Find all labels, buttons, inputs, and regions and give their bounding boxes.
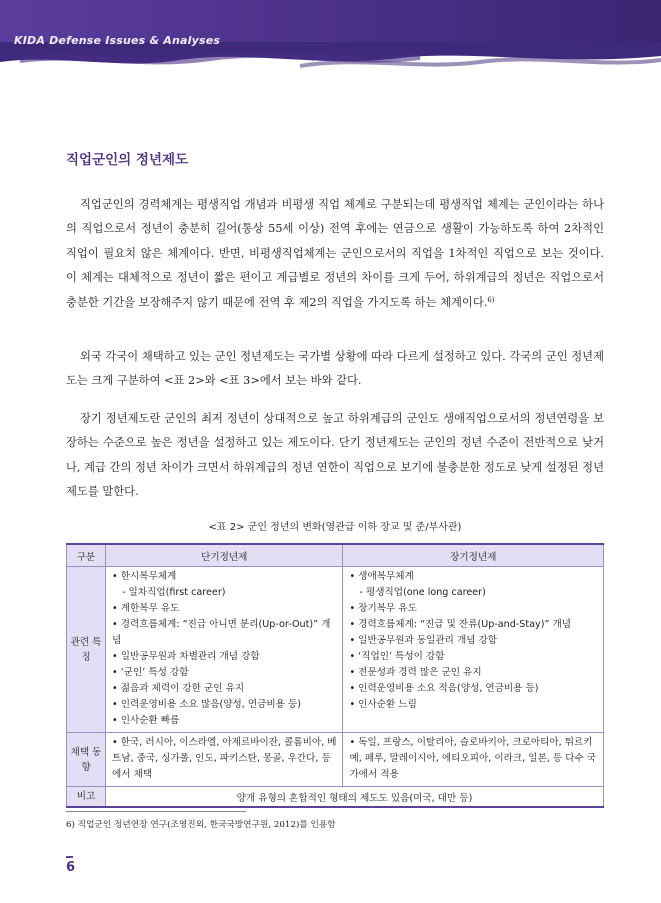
paragraph-text: 장기 정년제도란 군인의 최저 정년이 상대적으로 높고 하위계급의 군인도 생애직업으로서의 정년연령을 보장하는 수준으로 높은 정년을 설정하고 있는 제도이다. 단기 정년제도는 군인의 정년 수준이 전반적으로 낮거나, 계급 간의 정년 차이가 크면서 하위계급의 정년 연한이 직업으로 보기에 불충분한 정도로 낮게 설정된 정년제도를 말한다. bbox=[66, 412, 604, 499]
list-item: • 경력흐름체계: “진급 및 잔류(Up-and-Stay)” 개념 bbox=[349, 619, 572, 630]
header-category: 구분 bbox=[67, 544, 106, 567]
row-label-note: 비고 bbox=[67, 787, 106, 808]
list-item: • 인사순환 빠름 bbox=[112, 715, 180, 726]
brush-stroke-decoration bbox=[0, 40, 661, 84]
table-row bbox=[67, 567, 604, 733]
table-row bbox=[67, 733, 604, 787]
table-caption: <표 2> 군인 정년의 변화(영관급 이하 장교 및 준/부사관) bbox=[208, 522, 462, 533]
list-item: • 인력운영비용 소요 많음(양성, 연금비용 등) bbox=[112, 699, 301, 710]
table-row bbox=[67, 787, 604, 808]
row-label-adoption: 채택 동향 bbox=[67, 733, 106, 787]
body-paragraph-1 bbox=[66, 193, 604, 315]
list-item: • ‘직업인’ 특성이 강함 bbox=[349, 651, 445, 662]
list-item: • 일반공무원과 차별관리 개념 강함 bbox=[112, 651, 260, 662]
body-paragraph-3 bbox=[66, 407, 604, 505]
list-item: • 장기복무 유도 bbox=[349, 603, 417, 614]
long-term-features bbox=[343, 567, 604, 733]
list-item: • 경력흐름체계: “진급 아니면 분리(Up-or-Out)” 개념 bbox=[112, 619, 331, 646]
list-item: • 생애복무체계 bbox=[349, 571, 414, 582]
list-item: • 독일, 프랑스, 이탈리아, 슬로바키아, 크로아티아, 튀르키예, 페루, 말레이시아, 에티오피아, 이라크, 일본, 등 다수 국가에서 적용 bbox=[349, 737, 597, 780]
footnote-divider bbox=[66, 811, 246, 812]
footnote: 6) 직업군인 정년연장 연구(조영진외, 한국국방연구원, 2012)를 인용함 bbox=[66, 820, 336, 830]
list-item: • 한시복무체계 bbox=[112, 571, 177, 582]
retirement-comparison-table bbox=[66, 543, 604, 808]
page-number: 6 bbox=[66, 860, 76, 875]
header-long-term: 장기정년제 bbox=[343, 544, 604, 567]
footnote-ref: 6) bbox=[487, 295, 495, 304]
body-paragraph-2 bbox=[66, 345, 604, 394]
list-item: - 평생직업(one long career) bbox=[359, 587, 486, 598]
list-item: • ‘군인’ 특성 강함 bbox=[112, 667, 189, 678]
page-number-mark bbox=[66, 856, 73, 858]
header-short-term: 단기정년제 bbox=[106, 544, 343, 567]
row-label-features: 관련 특징 bbox=[67, 567, 106, 733]
list-item: • 계한복무 유도 bbox=[112, 603, 180, 614]
list-item: • 일반공무원과 동일관리 개념 강함 bbox=[349, 635, 498, 646]
paragraph-text: 외국 각국이 채택하고 있는 군인 정년제도는 국가별 상황에 따라 다르게 설정하고 있다. 각국의 군인 정년제도는 크게 구분하여 <표 2>와 <표 3>에서 보는 바와 같다. bbox=[66, 350, 604, 388]
series-title: KIDA Defense Issues & Analyses bbox=[14, 34, 221, 47]
long-term-adoption bbox=[343, 733, 604, 787]
list-item: • 인사순환 느림 bbox=[349, 699, 417, 710]
table-header-row bbox=[67, 544, 604, 567]
list-item: • 한국, 러시아, 이스라엘, 아제르바이잔, 콜롬비아, 베트남, 중국, 싱가폴, 인도, 파키스탄, 몽골, 우간다, 등에서 채택 bbox=[112, 737, 337, 780]
note-text: 양개 유형의 혼합적인 형태의 제도도 있음(미국, 대만 등) bbox=[106, 787, 604, 808]
list-item: • 전문성과 경력 많은 군인 유지 bbox=[349, 667, 482, 678]
list-item: - 일차직업(first career) bbox=[122, 587, 226, 598]
short-term-adoption bbox=[106, 733, 343, 787]
header-banner bbox=[0, 0, 661, 84]
list-item: • 젊음과 체력이 강한 군인 유지 bbox=[112, 683, 245, 694]
section-title: 직업군인의 정년제도 bbox=[66, 152, 189, 168]
paragraph-text: 직업군인의 경력체계는 평생직업 개념과 비평생 직업 체계로 구분되는데 평생직업 체계는 군인이라는 하나의 직업으로서 정년이 충분히 길어(통상 55세 이상) 전역 후에는 연금으로 생활이 가능하도록 하여 2차적인 직업이 필요치 않은 체계이다. 반면, 비평생직업체계는 군인으로서의 직업을 1차적인 직업으로 보는 것이다. 이 체계는 대체적으로 정년이 짧은 편이고 계급별로 정년의 차이를 크게 두어, 하위계급의 정년은 직업으로서 충분한 기간을 보장해주지 않기 때문에 전역 후 제2의 직업을 가지도록 하는 체계이다. bbox=[66, 198, 604, 309]
short-term-features bbox=[106, 567, 343, 733]
list-item: • 인력운영비용 소요 적음(양성, 연금비용 등) bbox=[349, 683, 539, 694]
